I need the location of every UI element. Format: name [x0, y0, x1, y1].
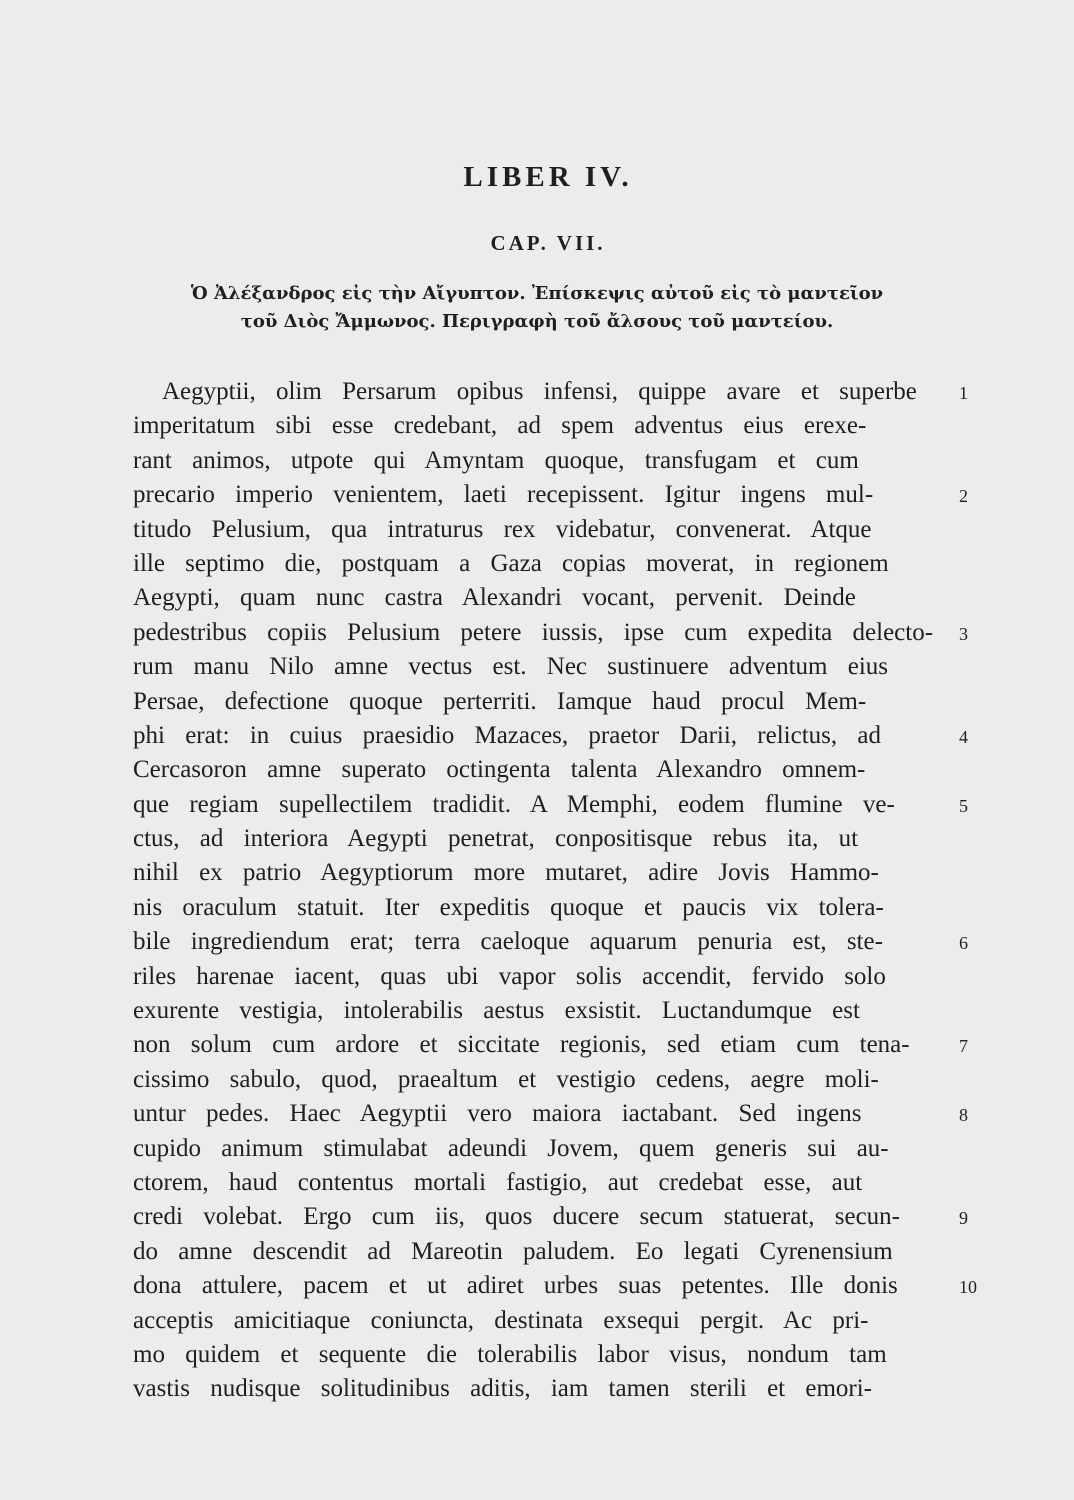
- line-text: precario imperio venientem, laeti recepissent. Igitur ingens mul-: [133, 481, 874, 509]
- text-line: [133, 1269, 977, 1303]
- text-line: [133, 444, 944, 478]
- text-line: [133, 547, 944, 581]
- line-text: pedestribus copiis Pelusium petere iussis, ipse cum expedita delecto-: [133, 618, 934, 646]
- line-text: untur pedes. Haec Aegyptii vero maiora iactabant. Sed ingens: [133, 1100, 862, 1128]
- text-line: [133, 513, 944, 547]
- line-text: exurente vestigia, intolerabilis aestus exsistit. Luctandumque est: [133, 997, 860, 1025]
- line-text: bile ingrediendum erat; terra caeloque aquarum penuria est, ste-: [133, 928, 883, 956]
- text-line: [133, 1028, 968, 1062]
- text-line: [133, 1132, 944, 1166]
- line-text: ctus, ad interiora Aegypti penetrat, conpositisque rebus ita, ut: [133, 825, 859, 853]
- line-text: nis oraculum statuit. Iter expeditis quoque et paucis vix tolera-: [133, 893, 884, 921]
- text-line: [133, 1338, 944, 1372]
- text-line: [133, 375, 968, 409]
- line-text: nihil ex patrio Aegyptiorum more mutaret, adire Jovis Hammo-: [133, 859, 879, 887]
- line-text: cupido animum stimulabat adeundi Jovem, quem generis sui au-: [133, 1134, 889, 1162]
- text-line: [133, 1235, 944, 1269]
- text-line: [133, 1097, 968, 1131]
- line-text: credi volebat. Ergo cum iis, quos ducere secum statuerat, secun-: [133, 1203, 900, 1231]
- line-text: vastis nudisque solitudinibus aditis, iam tamen sterili et emori-: [133, 1375, 873, 1403]
- line-text: cissimo sabulo, quod, praealtum et vestigio cedens, aegre moli-: [133, 1065, 879, 1093]
- line-text: imperitatum sibi esse credebant, ad spem adventus eius erexe-: [133, 412, 867, 440]
- line-text: ille septimo die, postquam a Gaza copias moverat, in regionem: [133, 549, 889, 577]
- line-text: riles harenae iacent, quas ubi vapor solis accendit, fervido solo: [133, 962, 886, 990]
- line-text: Persae, defectione quoque perterriti. Iamque haud procul Mem-: [133, 687, 867, 715]
- line-text: Cercasoron amne superato octingenta talenta Alexandro omnem-: [133, 756, 866, 784]
- section-number: 4: [959, 726, 968, 747]
- text-line: [133, 753, 944, 787]
- line-text: Aegyptii, olim Persarum opibus infensi, quippe avare et superbe: [162, 378, 917, 405]
- body-text: [133, 375, 977, 1407]
- text-line: [133, 891, 944, 925]
- text-line: [133, 960, 944, 994]
- section-number: 9: [959, 1208, 968, 1229]
- line-text: do amne descendit ad Mareotin paludem. Eo legati Cyrenensium: [133, 1237, 893, 1265]
- line-text: phi erat: in cuius praesidio Mazaces, praetor Darii, relictus, ad: [133, 721, 881, 749]
- text-line: [133, 1372, 944, 1406]
- line-text: non solum cum ardore et siccitate regionis, sed etiam cum tena-: [133, 1031, 910, 1059]
- text-line: [133, 1200, 968, 1234]
- line-text: acceptis amicitiaque coniuncta, destinata exsequi pergit. Ac pri-: [133, 1306, 869, 1334]
- summary-line: Ὁ Ἀλέξανδρος εἰς τὴν Αἴγυπτον. Ἐπίσκεψις αὐτοῦ εἰς τὸ μαντεῖον: [190, 283, 884, 304]
- line-text: que regiam supellectilem tradidit. A Memphi, eodem flumine ve-: [133, 790, 895, 818]
- text-line: [133, 994, 944, 1028]
- summary-line: τοῦ Διὸς Ἄμμωνος. Περιγραφὴ τοῦ ἄλσους τοῦ μαντείου.: [240, 311, 834, 332]
- line-text: dona attulere, pacem et ut adiret urbes suas petentes. Ille donis: [133, 1272, 898, 1300]
- section-number: 6: [959, 933, 968, 954]
- text-line: [133, 856, 944, 890]
- text-line: [133, 478, 968, 512]
- section-number: 3: [959, 623, 968, 644]
- text-line: [133, 409, 944, 443]
- line-text: Aegypti, quam nunc castra Alexandri vocant, pervenit. Deinde: [133, 584, 856, 612]
- chapter-summary: [130, 280, 944, 336]
- line-text: ctorem, haud contentus mortali fastigio, aut credebat esse, aut: [133, 1168, 863, 1196]
- text-line: [133, 1063, 944, 1097]
- line-text: mo quidem et sequente die tolerabilis labor visus, nondum tam: [133, 1340, 887, 1368]
- chapter-heading: CAP. VII.: [490, 231, 606, 255]
- section-number: 8: [959, 1105, 968, 1126]
- line-text: rum manu Nilo amne vectus est. Nec sustinuere adventum eius: [133, 653, 889, 681]
- text-line: [133, 650, 944, 684]
- section-number: 1: [959, 383, 968, 403]
- text-line: [133, 581, 944, 615]
- line-text: rant animos, utpote qui Amyntam quoque, transfugam et cum: [133, 446, 859, 474]
- text-line: [133, 925, 968, 959]
- section-number: 5: [959, 795, 968, 816]
- line-text: titudo Pelusium, qua intraturus rex videbatur, convenerat. Atque: [133, 515, 872, 543]
- text-line: [133, 685, 944, 719]
- text-line: [133, 719, 968, 753]
- text-line: [133, 788, 968, 822]
- text-line: [133, 1304, 944, 1338]
- text-line: [133, 616, 968, 650]
- section-number: 10: [959, 1277, 977, 1298]
- text-line: [133, 1166, 944, 1200]
- book-title: LIBER IV.: [463, 161, 633, 193]
- section-number: 2: [959, 486, 968, 507]
- text-line: [133, 822, 944, 856]
- section-number: 7: [959, 1036, 968, 1057]
